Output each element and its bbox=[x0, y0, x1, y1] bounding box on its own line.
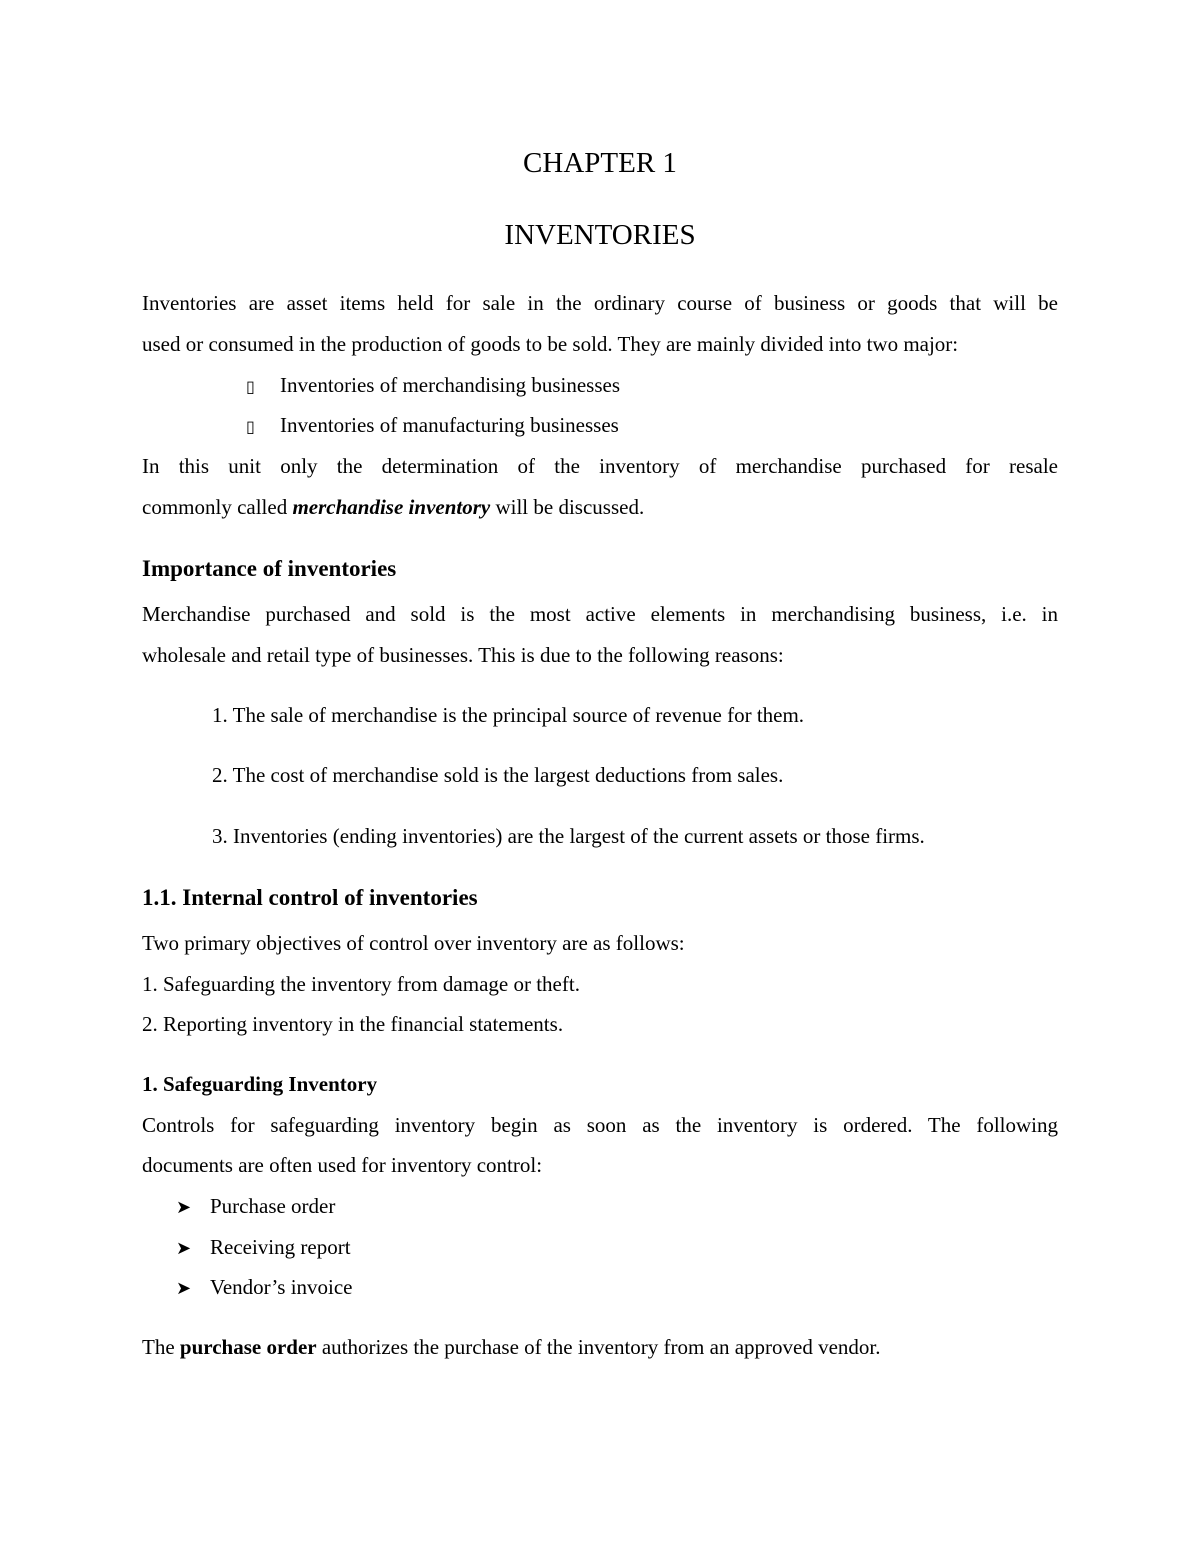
bullet-text: Inventories of manufacturing businesses bbox=[280, 413, 619, 437]
reason-item: 1. The sale of merchandise is the principal source of revenue for them. bbox=[212, 703, 805, 727]
internal-control-heading: 1.1. Internal control of inventories bbox=[142, 885, 478, 910]
intro-line-1: Inventories are asset items held for sale in the ordinary course of business or goods that will be bbox=[142, 291, 1058, 315]
list-item bbox=[176, 1193, 335, 1221]
list-item bbox=[246, 412, 619, 440]
reason-item: 2. The cost of merchandise sold is the largest deductions from sales. bbox=[212, 763, 784, 787]
bullet-text: Purchase order bbox=[210, 1194, 336, 1218]
arrow-bullet-icon: ➤ bbox=[176, 1238, 192, 1259]
safeguarding-heading: 1. Safeguarding Inventory bbox=[142, 1072, 378, 1096]
list-item bbox=[176, 1234, 351, 1262]
text-run: authorizes the purchase of the inventory from an approved vendor. bbox=[316, 1335, 881, 1359]
intro-line-2: used or consumed in the production of goods to be sold. They are mainly divided into two major: bbox=[142, 332, 959, 356]
intro-line-3: In this unit only the determination of the inventory of merchandise purchased for resale bbox=[142, 454, 1058, 478]
bullet-text: Inventories of merchandising businesses bbox=[280, 373, 621, 397]
objective-item: 1. Safeguarding the inventory from damage or theft. bbox=[142, 972, 580, 996]
page-title: INVENTORIES bbox=[504, 219, 696, 251]
importance-line-2: wholesale and retail type of businesses. This is due to the following reasons: bbox=[142, 643, 784, 667]
arrow-bullet-icon: ➤ bbox=[176, 1197, 192, 1218]
intro-line-4 bbox=[142, 494, 644, 520]
list-item bbox=[246, 372, 620, 400]
arrow-bullet-icon: ➤ bbox=[176, 1278, 192, 1299]
merchandise-inventory-term: merchandise inventory bbox=[292, 495, 491, 519]
reason-item: 3. Inventories (ending inventories) are the largest of the current assets or those firms. bbox=[212, 824, 925, 848]
safeguarding-line-2: documents are often used for inventory control: bbox=[142, 1153, 543, 1177]
safeguarding-line-1: Controls for safeguarding inventory begin as soon as the inventory is ordered. The following bbox=[142, 1113, 1058, 1137]
importance-heading: Importance of inventories bbox=[142, 556, 397, 581]
bullet-text: Receiving report bbox=[210, 1235, 351, 1259]
square-bullet-icon: ▯ bbox=[246, 417, 255, 436]
text-run: The bbox=[142, 1335, 180, 1359]
text-run: will be discussed. bbox=[490, 495, 645, 519]
purchase-order-term: purchase order bbox=[179, 1335, 317, 1359]
text-run: commonly called bbox=[142, 495, 293, 519]
square-bullet-icon: ▯ bbox=[246, 377, 255, 396]
bullet-text: Vendor’s invoice bbox=[210, 1275, 353, 1299]
internal-control-intro: Two primary objectives of control over inventory are as follows: bbox=[142, 931, 685, 955]
list-item bbox=[176, 1274, 353, 1302]
chapter-label: CHAPTER 1 bbox=[523, 147, 677, 179]
objective-item: 2. Reporting inventory in the financial statements. bbox=[142, 1012, 564, 1036]
importance-line-1: Merchandise purchased and sold is the most active elements in merchandising business, i.e. in bbox=[142, 602, 1058, 626]
closing-line bbox=[142, 1334, 881, 1360]
